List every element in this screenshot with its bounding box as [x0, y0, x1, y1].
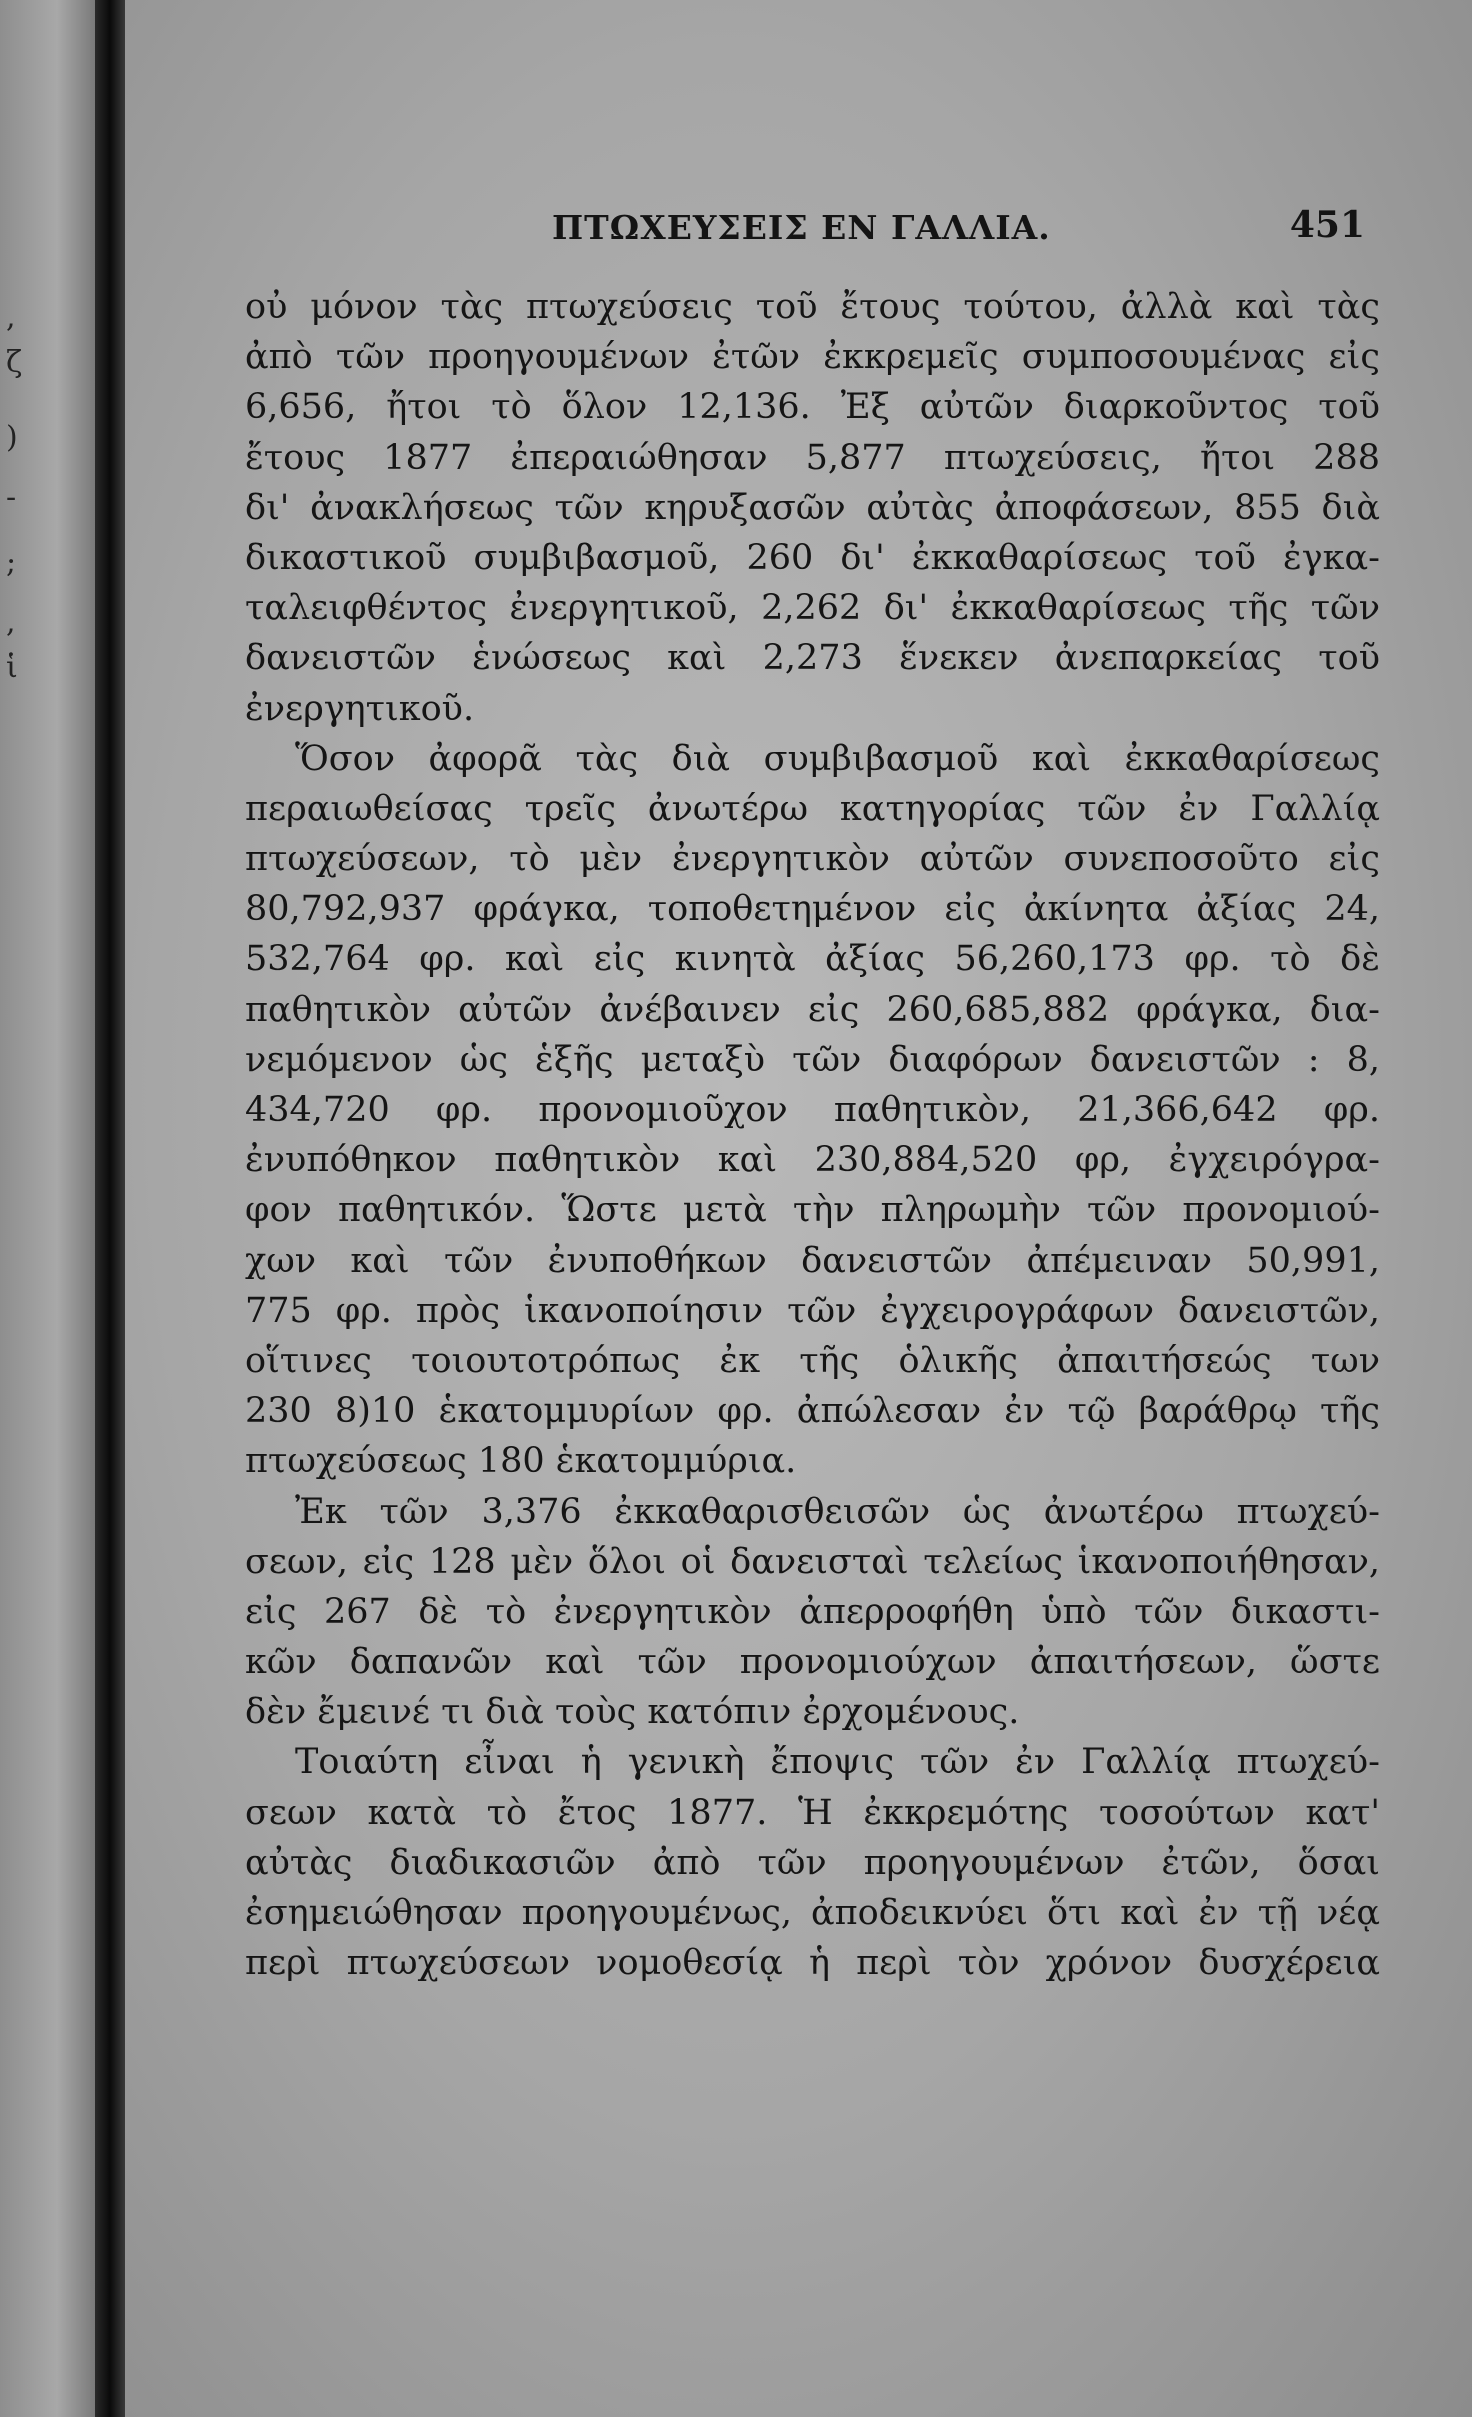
text-line: 230 8)10 ἑκατομμυρίων φρ. ἀπώλεσαν ἐν τῷ βαράθρῳ τῆς: [245, 1391, 1380, 1432]
text-line: 775 φρ. πρὸς ἱκανοποίησιν τῶν ἐγχειρογράφων δανειστῶν,: [245, 1290, 1380, 1331]
text-line: δὲν ἔμεινέ τι διὰ τοὺς κατόπιν ἐρχομένους.: [245, 1692, 1020, 1733]
text-line: πτωχεύσεως 180 ἑκατομμύρια.: [245, 1441, 797, 1482]
text-line: ἀπὸ τῶν προηγουμένων ἐτῶν ἐκκρεμεῖς συμποσουμένας εἰς: [245, 337, 1380, 378]
page-number: 451: [1289, 204, 1365, 246]
text-line: αὐτὰς διαδικασιῶν ἀπὸ τῶν προηγουμένων ἐτῶν, ὅσαι: [245, 1842, 1380, 1883]
text-line: περὶ πτωχεύσεων νομοθεσίᾳ ἡ περὶ τὸν χρόνον δυσχέρεια: [245, 1943, 1380, 1984]
facing-page-mark: ,: [6, 605, 16, 640]
text-line: πτωχεύσεων, τὸ μὲν ἐνεργητικὸν αὐτῶν συνεποσοῦτο εἰς: [245, 839, 1380, 880]
text-line: περαιωθείσας τρεῖς ἀνωτέρω κατηγορίας τῶν ἐν Γαλλίᾳ: [245, 788, 1380, 829]
facing-page-mark: -: [6, 480, 17, 515]
text-line: δανειστῶν ἑνώσεως καὶ 2,273 ἕνεκεν ἀνεπαρκείας τοῦ: [245, 638, 1380, 679]
body-text: [245, 282, 1380, 1988]
text-line: 80,792,937 φράγκα, τοποθετημένον εἰς ἀκίνητα ἀξίας 24,: [245, 889, 1380, 930]
text-line: ἐνεργητικοῦ.: [245, 688, 475, 729]
text-line: 6,656, ἤτοι τὸ ὅλον 12,136. Ἐξ αὐτῶν διαρκοῦντος τοῦ: [245, 387, 1380, 428]
facing-page-mark: ἱ: [6, 650, 18, 685]
running-title: ΠΤΩΧΕΥΣΕΙΣ ΕΝ ΓΑΛΛΙΑ.: [552, 208, 1051, 247]
text-line: σεων κατὰ τὸ ἔτος 1877. Ἡ ἐκκρεμότης τοσούτων κατ': [245, 1792, 1380, 1833]
running-head: [125, 204, 1365, 268]
text-line: οἵτινες τοιουτοτρόπως ἐκ τῆς ὁλικῆς ἀπαιτήσεώς των: [245, 1340, 1380, 1381]
paragraph-start-line: Ὅσον ἀφορᾶ τὰς διὰ συμβιβασμοῦ καὶ ἐκκαθαρίσεως: [295, 738, 1380, 779]
text-line: οὐ μόνον τὰς πτωχεύσεις τοῦ ἔτους τούτου, ἀλλὰ καὶ τὰς: [245, 287, 1380, 327]
text-line: 532,764 φρ. καὶ εἰς κινητὰ ἀξίας 56,260,173 φρ. τὸ δὲ: [245, 939, 1380, 980]
facing-page-mark: ;: [6, 545, 17, 580]
facing-page-mark: ,: [6, 300, 16, 335]
text-line: 434,720 φρ. προνομιοῦχον παθητικὸν, 21,366,642 φρ.: [245, 1090, 1380, 1130]
book-gutter: [95, 0, 125, 2417]
text-line: χων καὶ τῶν ἐνυποθήκων δανειστῶν ἀπέμειναν 50,991,: [245, 1240, 1380, 1281]
text-line: εἰς 267 δὲ τὸ ἐνεργητικὸν ἀπερροφήθη ὑπὸ τῶν δικαστι-: [245, 1591, 1380, 1632]
text-line: κῶν δαπανῶν καὶ τῶν προνομιούχων ἀπαιτήσεων, ὥστε: [245, 1642, 1380, 1683]
text-line: σεων, εἰς 128 μὲν ὅλοι οἱ δανεισταὶ τελείως ἱκανοποιήθησαν,: [245, 1541, 1380, 1582]
text-line: παθητικὸν αὐτῶν ἀνέβαινεν εἰς 260,685,882 φράγκα, δια-: [245, 989, 1380, 1030]
text-line: ταλειφθέντος ἐνεργητικοῦ, 2,262 δι' ἐκκαθαρίσεως τῆς τῶν: [245, 588, 1380, 629]
facing-page-edge: [0, 0, 95, 2417]
facing-page-mark: ζ: [6, 345, 23, 380]
paragraph-start-line: Τοιαύτη εἶναι ἡ γενικὴ ἔποψις τῶν ἐν Γαλλίᾳ πτωχεύ-: [295, 1742, 1380, 1783]
paragraph-start-line: Ἐκ τῶν 3,376 ἐκκαθαρισθεισῶν ὡς ἀνωτέρω πτωχεύ-: [295, 1491, 1380, 1532]
text-line: ἐνυπόθηκον παθητικὸν καὶ 230,884,520 φρ, ἐγχειρόγρα-: [245, 1140, 1380, 1181]
facing-page-mark: ): [6, 420, 18, 455]
text-line: ἔτους 1877 ἐπεραιώθησαν 5,877 πτωχεύσεις, ἤτοι 288: [245, 437, 1380, 478]
text-line: νεμόμενον ὡς ἑξῆς μεταξὺ τῶν διαφόρων δανειστῶν : 8,: [245, 1039, 1380, 1080]
text-line: δι' ἀνακλήσεως τῶν κηρυξασῶν αὐτὰς ἀποφάσεων, 855 διὰ: [245, 487, 1380, 528]
text-line: ἐσημειώθησαν προηγουμένως, ἀποδεικνύει ὅτι καὶ ἐν τῇ νέᾳ: [245, 1893, 1380, 1933]
text-line: φον παθητικόν. Ὥστε μετὰ τὴν πληρωμὴν τῶν προνομιού-: [245, 1190, 1380, 1231]
text-line: δικαστικοῦ συμβιβασμοῦ, 260 δι' ἐκκαθαρίσεως τοῦ ἐγκα-: [245, 537, 1380, 578]
